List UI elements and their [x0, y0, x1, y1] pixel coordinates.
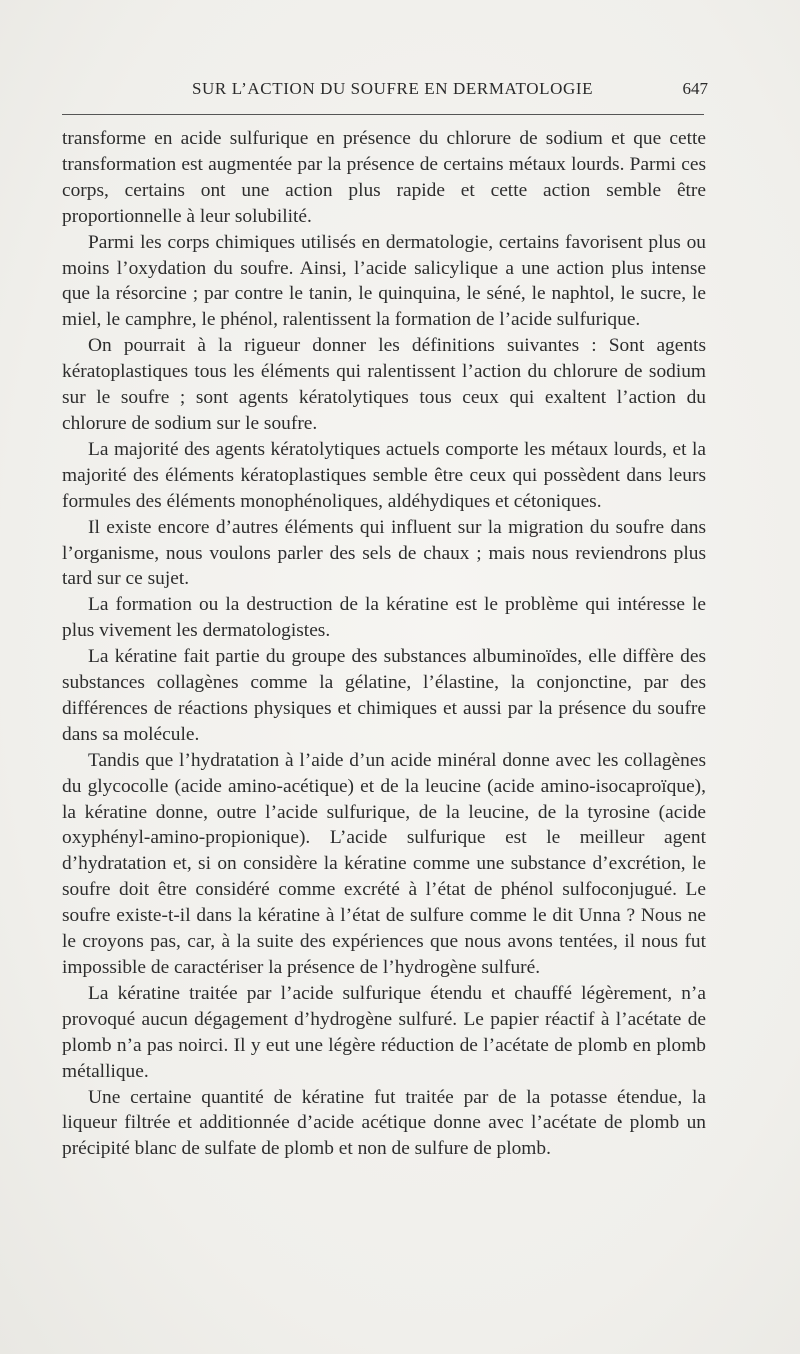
paragraph: Parmi les corps chimiques utilisés en dermatologie, certains favorisent plus ou moins l’oxydation du soufre. Ainsi, l’acide salicylique a une action plus intense que la résorcine ; par contre le tanin, le quinquina, le séné, le naphtol, le sucre, le miel, le camphre, le phénol, ralentissent la formation de l’acide sulfurique. — [62, 231, 706, 331]
body-text — [62, 126, 706, 1162]
paragraph: On pourrait à la rigueur donner les définitions suivantes : Sont agents kératoplastiques tous les éléments qui ralentissent l’action du chlorure de sodium sur le soufre ; sont agents kératolytiques tous ceux qui exaltent l’action du chlorure de sodium sur le soufre. — [62, 335, 706, 434]
page-header — [62, 79, 710, 103]
paragraph: La majorité des agents kératolytiques actuels comporte les métaux lourds, et la majorité des éléments kératoplastiques semble être ceux qui possèdent dans leurs formules des éléments monophénoliques, aldéhydiques et cétoniques. — [62, 438, 706, 512]
paragraph: Tandis que l’hydratation à l’aide d’un acide minéral donne avec les collagènes du glycocolle (acide amino-acétique) et de la leucine (acide amino-isocaproïque), la kératine donne, outre l’acide sulfurique, de la leucine, de la tyrosine (acide oxyphényl-amino-propionique). L’acide sulfurique est le meilleur agent d’hydratation et, si on considère la kératine comme une substance d’excrétion, le soufre doit être considéré comme excrété à l’état de phénol sulfoconjugué. Le soufre existe-t-il dans la kératine à l’état de sulfure comme le dit Unna ? Nous ne le croyons pas, car, à la suite des expériences que nous avons tentées, il nous fut impossible de caractériser la présence de l’hydrogène sulfuré. — [62, 749, 706, 978]
running-title: SUR L’ACTION DU SOUFRE EN DERMATOLOGIE — [192, 79, 594, 98]
header-rule — [62, 114, 704, 115]
page-number: 647 — [682, 79, 708, 98]
paragraph: La formation ou la destruction de la kératine est le problème qui intéresse le plus vivement les dermatologistes. — [62, 594, 706, 642]
paragraph: La kératine fait partie du groupe des substances albuminoïdes, elle diffère des substances collagènes comme la gélatine, l’élastine, la conjonctine, par des différences de réactions physiques et chimiques et aussi par la présence du soufre dans sa molécule. — [62, 646, 706, 745]
paragraph: Une certaine quantité de kératine fut traitée par de la potasse étendue, la liqueur filtrée et additionnée d’acide acétique donne avec l’acétate de plomb un précipité blanc de sulfate de plomb et non de sulfure de plomb. — [62, 1086, 706, 1160]
paragraph: transforme en acide sulfurique en présence du chlorure de sodium et que cette transformation est augmentée par la présence de certains métaux lourds. Parmi ces corps, certains ont une action plus rapide et cette action semble être proportionnelle à leur solubilité. — [62, 128, 706, 227]
paragraph: Il existe encore d’autres éléments qui influent sur la migration du soufre dans l’organisme, nous voulons parler des sels de chaux ; mais nous reviendrons plus tard sur ce sujet. — [62, 516, 706, 590]
paragraph: La kératine traitée par l’acide sulfurique étendu et chauffé légèrement, n’a provoqué aucun dégagement d’hydrogène sulfuré. Le papier réactif à l’acétate de plomb n’a pas noirci. Il y eut une légère réduction de l’acétate de plomb en plomb métallique. — [62, 982, 706, 1082]
